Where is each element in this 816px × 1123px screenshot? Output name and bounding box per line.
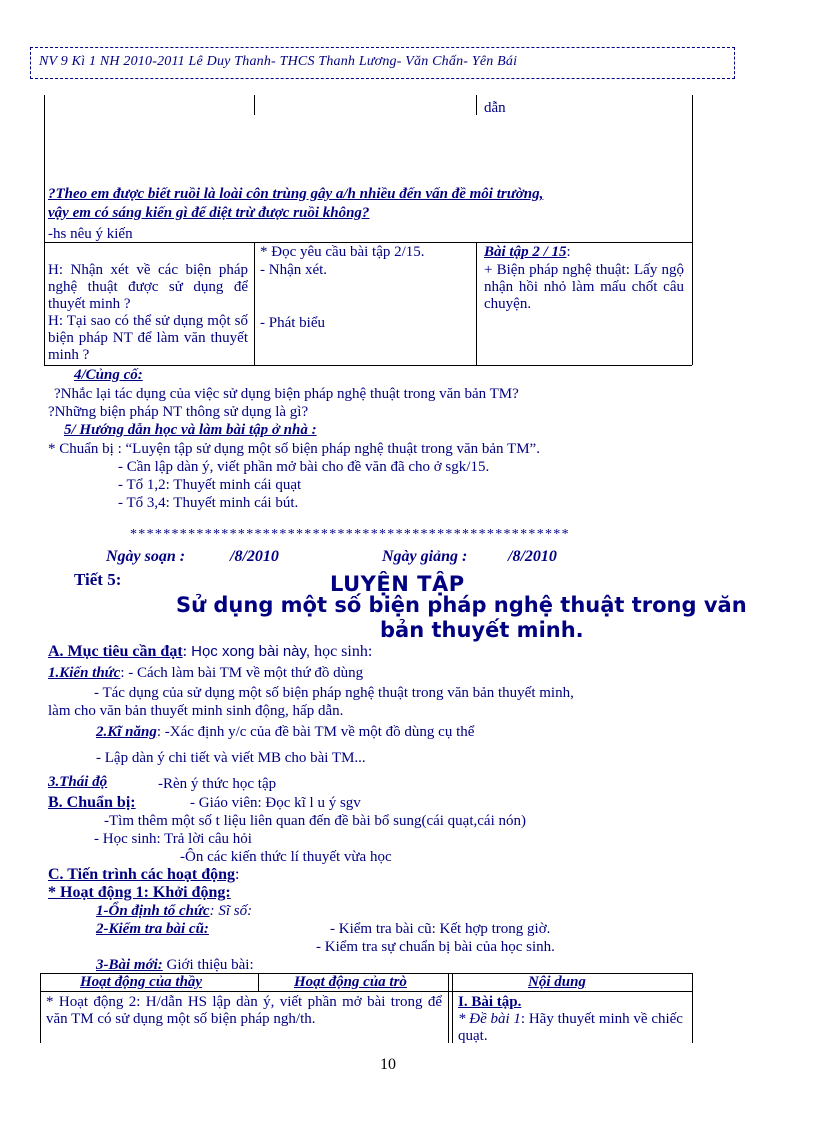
table-divider xyxy=(258,973,259,991)
table-cell: - Nhận xét. xyxy=(260,262,328,278)
thai-do-label: 3.Thái độ xyxy=(48,774,108,790)
text-line: -Tìm thêm một số t liệu liên quan đến đề bài bổ sung(cái quạt,cái nón) xyxy=(104,813,526,829)
answer-text: -hs nêu ý kiến xyxy=(48,226,133,242)
text-line: làm cho văn bản thuyết minh sinh động, hấp dẫn. xyxy=(48,703,344,719)
table-cell: dẫn xyxy=(484,100,506,116)
bai-moi-label: 3-Bài mới: xyxy=(96,957,163,973)
colon: : xyxy=(235,866,240,883)
question-line: ?Theo em được biết ruồi là loài côn trùng gây a/h nhiều đến vấn đề môi trường, xyxy=(48,186,544,202)
table-header: Hoạt động của thầy xyxy=(80,974,203,990)
table-divider xyxy=(476,242,477,365)
question-line: vậy em có sáng kiến gì để diệt trừ được ruồi không? xyxy=(48,205,370,221)
colon: : xyxy=(182,643,188,660)
ki-nang-line xyxy=(96,724,474,741)
ki-nang-label: 2.Kĩ năng xyxy=(96,724,157,740)
table-cell: H: Nhận xét về các biện pháp nghệ thuật được sử dụng để thuyết minh ? xyxy=(48,262,248,312)
table-divider xyxy=(254,95,255,115)
exercise-label: * Đề bài 1 xyxy=(458,1011,521,1027)
text-line: ?Những biện pháp NT thông sử dụng là gì? xyxy=(48,404,309,420)
text-line: : Hãy thuyết minh về chiếc quạt. xyxy=(458,1011,683,1044)
table-border-left xyxy=(40,973,41,1043)
table-header: Hoạt động của trò xyxy=(294,974,407,990)
table-cell: * Hoạt động 2: H/dẫn HS lập dàn ý, viết phần mở bài trong để văn TM có sử dụng một số biện pháp ngh/th. xyxy=(46,994,442,1027)
kiem-tra-label: 2-Kiểm tra bài cũ: xyxy=(96,921,209,937)
text-line: - Tác dụng của sử dụng một số biện pháp nghệ thuật trong văn bản thuyết minh, xyxy=(94,685,574,701)
section-a-text: Học xong bài này, xyxy=(191,643,311,660)
table-divider xyxy=(254,242,255,365)
table-border-right xyxy=(692,95,693,365)
table-cell: * Đọc yêu cầu bài tập 2/15. xyxy=(260,244,425,260)
lesson-subtitle: Sử dụng một số biện pháp nghệ thuật trong văn xyxy=(176,593,747,617)
table-divider xyxy=(448,973,449,1043)
lesson-number: Tiết 5: xyxy=(74,570,122,589)
date-soan-label: Ngày soạn : xyxy=(106,548,186,565)
page-header xyxy=(30,47,735,79)
date-giang-label: Ngày giảng : xyxy=(382,548,468,565)
text-line: -Ôn các kiến thức lí thuyết vừa học xyxy=(180,849,392,865)
section-c xyxy=(48,866,239,884)
text-line: - Học sinh: Trả lời câu hỏi xyxy=(94,831,252,847)
table-cell: - Phát biểu xyxy=(260,315,325,331)
text-line: - Lập dàn ý chi tiết và viết MB cho bài TM... xyxy=(96,750,366,766)
bai-moi-line xyxy=(96,957,254,974)
section-a xyxy=(48,643,372,661)
section-a-text: học sinh: xyxy=(314,643,373,660)
exercise-title: Bài tập 2 / 15 xyxy=(484,244,567,260)
text-line: Giới thiệu bài: xyxy=(166,957,254,973)
section-title: 5/ Hướng dẫn học và làm bài tập ở nhà : xyxy=(64,422,317,438)
colon: : xyxy=(566,244,571,260)
table-cell: + Biện pháp nghệ thuật: Lấy ngộ nhận hồi nhỏ làm mấu chốt câu chuyện. xyxy=(484,262,684,312)
text-line: : -Xác định y/c của đề bài TM về một đồ dùng cụ thể xyxy=(156,724,475,740)
table-divider xyxy=(476,95,477,115)
table-row-line xyxy=(44,242,692,243)
lesson-title: LUYỆN TẬP xyxy=(330,572,465,596)
text-line: ?Nhắc lại tác dụng của việc sử dụng biện pháp nghệ thuật trong văn bản TM? xyxy=(54,386,519,402)
separator: ***************************************************** xyxy=(130,527,570,542)
table-cell-title: I. Bài tập. xyxy=(458,994,522,1010)
table-border-right xyxy=(692,973,693,1043)
table-cell-title xyxy=(484,244,571,261)
table-bottom-line xyxy=(44,365,692,366)
kien-thuc-line xyxy=(48,665,363,682)
text-line: : - Cách làm bài TM về một thứ đồ dùng xyxy=(120,665,364,681)
date-soan-value: /8/2010 xyxy=(230,548,279,565)
table-cell xyxy=(458,1011,684,1045)
table-divider xyxy=(452,973,453,1043)
table-header-line xyxy=(40,991,692,992)
on-dinh-label: 1-Ổn định tổ chức xyxy=(96,903,210,919)
lesson-subtitle: bản thuyết minh. xyxy=(380,618,584,642)
table-border-left xyxy=(44,95,45,365)
section-c-label: C. Tiến trình các hoạt động xyxy=(48,866,235,883)
section-a-label: A. Mục tiêu cần đạt xyxy=(48,643,183,660)
section-b-label: B. Chuẩn bị: xyxy=(48,794,136,811)
on-dinh-line xyxy=(96,903,252,920)
table-cell: H: Tại sao có thể sử dụng một số biện pháp NT để làm văn thuyết minh ? xyxy=(48,313,248,363)
activity-1: * Hoạt động 1: Khởi động: xyxy=(48,884,231,901)
text-line: : Sĩ số: xyxy=(209,903,253,919)
text-line: * Chuẩn bị : “Luyện tập sử dụng một số biện pháp nghệ thuật trong văn bản TM”. xyxy=(48,441,540,457)
kien-thuc-label: 1.Kiến thức xyxy=(48,665,121,681)
text-line: - Tổ 1,2: Thuyết minh cái quạt xyxy=(118,477,302,493)
text-line: -Rèn ý thức học tập xyxy=(158,776,277,792)
date-giang-value: /8/2010 xyxy=(508,548,557,565)
table-header: Nội dung xyxy=(528,974,586,990)
header-text: NV 9 Kì 1 NH 2010-2011 Lê Duy Thanh- THCS Thanh Lương- Văn Chấn- Yên Bái xyxy=(39,54,518,69)
text-line: - Tổ 3,4: Thuyết minh cái bút. xyxy=(118,495,299,511)
text-line: - Giáo viên: Đọc kĩ l u ý sgv xyxy=(190,795,361,811)
page-number: 10 xyxy=(380,1056,396,1073)
text-line: - Cần lập dàn ý, viết phần mở bài cho đề văn đã cho ở sgk/15. xyxy=(118,459,490,475)
section-title: 4/Củng cố: xyxy=(74,367,143,383)
text-line: - Kiểm tra sự chuẩn bị bài của học sinh. xyxy=(316,939,555,955)
text-line: - Kiểm tra bài cũ: Kết hợp trong giờ. xyxy=(330,921,551,937)
